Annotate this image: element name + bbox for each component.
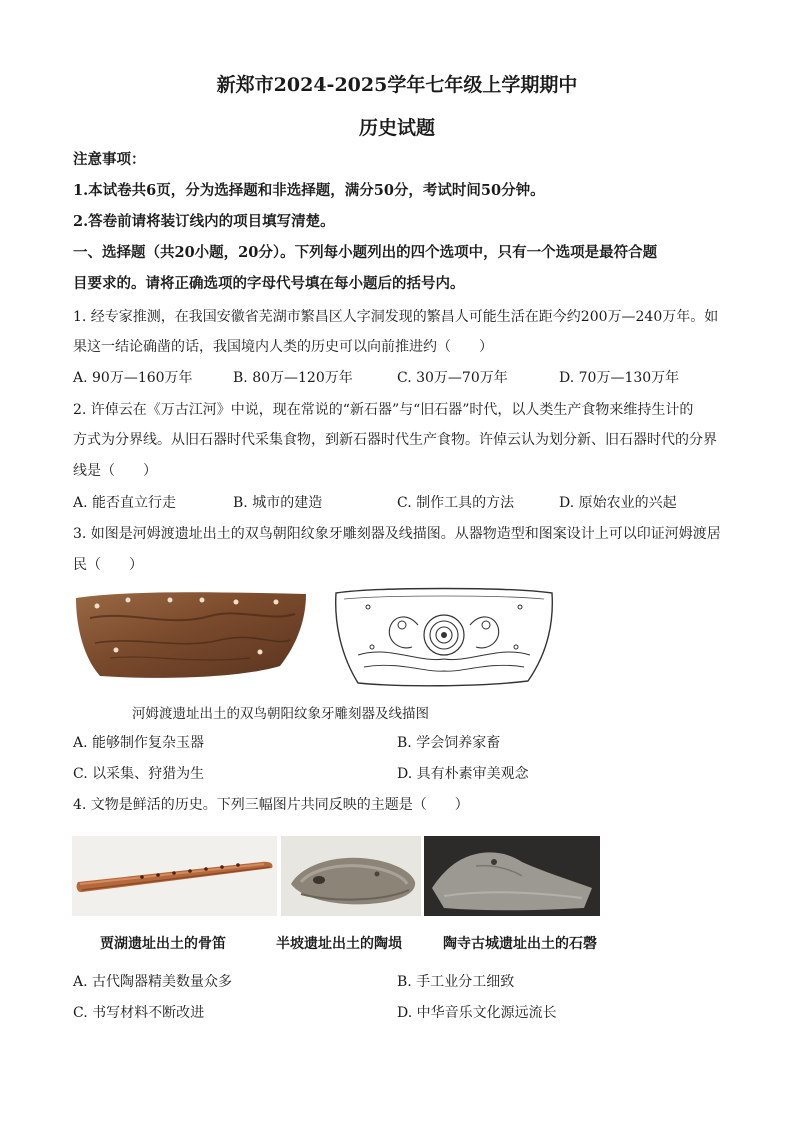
question-1-option-a: A. 90万—160万年 — [73, 370, 193, 386]
exam-subtitle: 历史试题 — [358, 117, 435, 139]
question-2-line-3: 线是（ ） — [73, 463, 157, 479]
question-2-option-c: C. 制作工具的方法 — [397, 495, 515, 511]
question-1-line-1: 1. 经专家推测，在我国安徽省芜湖市繁昌区人字洞发现的繁昌人可能生活在距今约200万—240万年。如 — [73, 309, 719, 325]
question-3-option-b: B. 学会饲养家畜 — [397, 735, 501, 751]
section-1-instruction-line-2: 目要求的。请将正确选项的字母代号填在每小题后的括号内。 — [73, 275, 465, 292]
question-4-line-1: 4. 文物是鲜活的历史。下列三幅图片共同反映的主题是（ ） — [73, 797, 469, 813]
bone-flute-photo — [72, 836, 277, 916]
question-4-option-a: A. 古代陶器精美数量众多 — [73, 974, 233, 990]
question-3-option-d: D. 具有朴素审美观念 — [397, 766, 529, 782]
exam-title: 新郑市2024-2025学年七年级上学期期中 — [216, 74, 578, 96]
question-1-option-c: C. 30万—70万年 — [397, 370, 508, 386]
question-2-option-a: A. 能否直立行走 — [73, 495, 177, 511]
pottery-xun-photo — [281, 836, 421, 916]
question-4-option-b: B. 手工业分工细致 — [397, 974, 515, 990]
bone-flute-caption: 贾湖遗址出土的骨笛 — [100, 936, 226, 952]
question-2-option-d: D. 原始农业的兴起 — [559, 495, 677, 511]
ivory-carving-line-drawing — [328, 585, 560, 690]
question-1-option-d: D. 70万—130万年 — [559, 370, 680, 386]
question-1-line-2: 果这一结论确凿的话，我国境内人类的历史可以向前推进约（ ） — [73, 339, 493, 355]
notes-item-1: 1.本试卷共6页，分为选择题和非选择题，满分50分，考试时间50分钟。 — [73, 182, 545, 199]
question-3-line-1: 3. 如图是河姆渡遗址出土的双鸟朝阳纹象牙雕刻器及线描图。从器物造型和图案设计上可以印证河姆渡居 — [73, 526, 721, 542]
ivory-carving-photo — [70, 588, 312, 683]
question-3-option-c: C. 以采集、狩猎为生 — [73, 766, 205, 782]
question-2-line-1: 2. 许倬云在《万古江河》中说，现在常说的“新石器”与“旧石器”时代，以人类生产食物来维持生计的 — [73, 402, 694, 418]
question-1-option-b: B. 80万—120万年 — [233, 370, 353, 386]
question-4-option-c: C. 书写材料不断改进 — [73, 1005, 205, 1021]
stone-chime-caption: 陶寺古城遗址出土的石磬 — [443, 936, 597, 952]
question-3-option-a: A. 能够制作复杂玉器 — [73, 735, 205, 751]
notes-item-2: 2.答卷前请将装订线内的项目填写清楚。 — [73, 213, 335, 230]
pottery-xun-caption: 半坡遗址出土的陶埙 — [276, 936, 402, 952]
stone-chime-photo — [424, 836, 600, 916]
question-3-line-2: 民（ ） — [73, 557, 143, 573]
notes-heading: 注意事项： — [73, 151, 146, 168]
question-4-option-d: D. 中华音乐文化源远流长 — [397, 1005, 557, 1021]
question-2-option-b: B. 城市的建造 — [233, 495, 323, 511]
question-3-figure-caption: 河姆渡遗址出土的双鸟朝阳纹象牙雕刻器及线描图 — [132, 706, 429, 722]
section-1-instruction-line-1: 一、选择题（共20小题，20分）。下列每小题列出的四个选项中，只有一个选项是最符合题 — [73, 244, 658, 261]
question-2-line-2: 方式为分界线。从旧石器时代采集食物，到新石器时代生产食物。许倬云认为划分新、旧石器时代的分界 — [73, 432, 717, 448]
